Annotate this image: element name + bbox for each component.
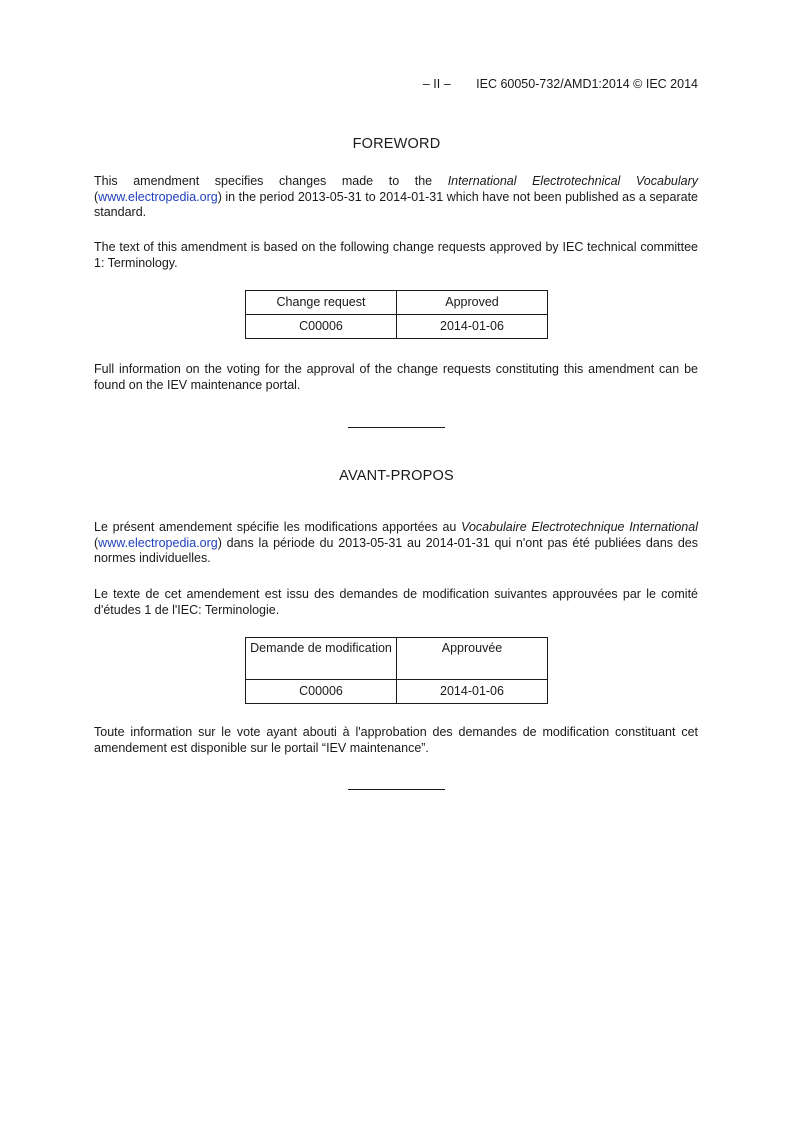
section-divider-end xyxy=(348,789,445,790)
column-header-approved: Approved xyxy=(397,291,548,315)
foreword-p1-italic-title: International Electrotechnical Vocabulary xyxy=(447,174,698,188)
electropedia-link[interactable]: www.electropedia.org xyxy=(98,189,218,204)
table-header-row xyxy=(246,291,548,315)
section-divider xyxy=(348,427,445,428)
approval-date: 2014-01-06 xyxy=(397,315,548,339)
avant-propos-p1-paren: ( xyxy=(94,535,99,550)
avant-propos-p1-italic-title: Vocabulaire Electrotechnique International xyxy=(461,520,698,534)
page-number: – II – xyxy=(422,77,451,91)
foreword-paragraph-2: The text of this amendment is based on the following change requests approved by IEC technical committee 1: Terminology. xyxy=(94,240,698,270)
column-header-demande: Demande de modification xyxy=(246,638,397,680)
avant-propos-p1-text-end: ) dans la période du 2013-05-31 au 2014-01-31 qui n'ont pas été publiées dans des normes individuelles. xyxy=(94,535,698,565)
avant-propos-paragraph-1 xyxy=(94,520,698,567)
foreword-p1-paren: ( xyxy=(94,189,99,204)
date-approbation: 2014-01-06 xyxy=(397,680,548,704)
demande-id: C00006 xyxy=(246,680,397,704)
document-reference: IEC 60050-732/AMD1:2014 © IEC 2014 xyxy=(476,77,698,91)
avant-propos-paragraph-3: Toute information sur le vote ayant abouti à l'approbation des demandes de modification constituant cet amendement est disponible sur le portail “IEV maintenance”. xyxy=(94,725,698,755)
foreword-title: FOREWORD xyxy=(352,136,441,152)
change-request-id: C00006 xyxy=(246,315,397,339)
demande-modification-table xyxy=(245,637,548,704)
column-header-change-request: Change request xyxy=(246,291,397,315)
foreword-paragraph-1 xyxy=(94,174,698,221)
table-row xyxy=(246,680,548,704)
avant-propos-title: AVANT-PROPOS xyxy=(339,468,454,484)
foreword-p1-text-end: ) in the period 2013-05-31 to 2014-01-31 which have not been published as a separate standard. xyxy=(94,189,698,219)
column-header-approuvee: Approuvée xyxy=(397,638,548,680)
foreword-paragraph-3: Full information on the voting for the approval of the change requests constituting this amendment can be found on the IEV maintenance portal. xyxy=(94,362,698,392)
table-header-row xyxy=(246,638,548,680)
foreword-p1-text: This amendment specifies changes made to the xyxy=(94,174,448,188)
change-request-table xyxy=(245,290,548,339)
avant-propos-paragraph-2: Le texte de cet amendement est issu des demandes de modification suivantes approuvées par le comité d'études 1 de l'IEC: Terminologie. xyxy=(94,587,698,617)
avant-propos-p1-text: Le présent amendement spécifie les modifications apportées au xyxy=(94,520,462,534)
electropedia-link-fr[interactable]: www.electropedia.org xyxy=(98,535,218,550)
table-row xyxy=(246,315,548,339)
page-header xyxy=(423,77,698,91)
